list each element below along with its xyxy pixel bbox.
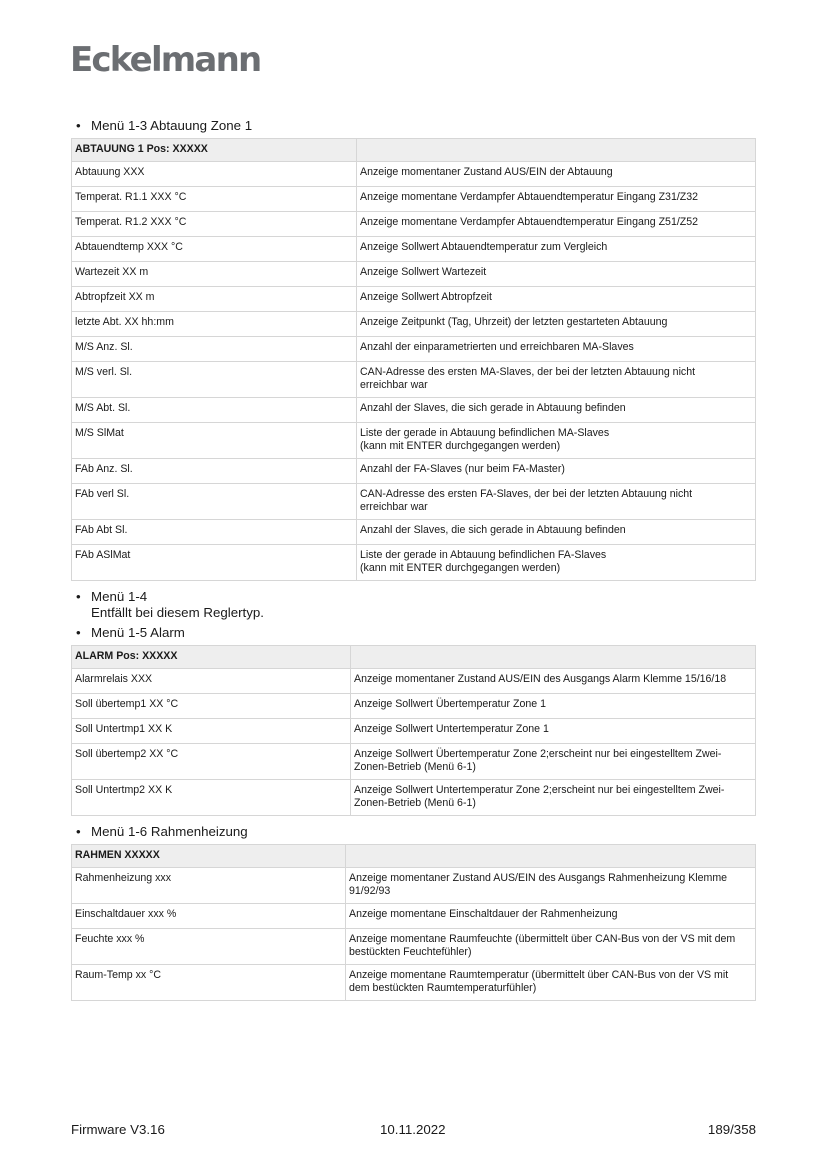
alarm-table	[71, 645, 756, 816]
footer-page-number: 189/358	[707, 1122, 756, 1137]
bullet-icon: •	[76, 589, 81, 604]
bullet-icon: •	[76, 824, 81, 839]
cell-parameter: M/S Abt. Sl.	[72, 398, 357, 423]
table-row	[72, 744, 756, 780]
bullet-icon: •	[76, 625, 81, 640]
table-header-row	[72, 646, 756, 669]
cell-parameter: Soll übertemp1 XX °C	[72, 694, 351, 719]
footer-date: 10.11.2022	[380, 1122, 446, 1137]
cell-parameter: Wartezeit XX m	[72, 262, 357, 287]
cell-description: Anzeige momentane Verdampfer Abtauendtemperatur Eingang Z31/Z32	[357, 187, 756, 212]
table-row	[72, 337, 756, 362]
table-row	[72, 187, 756, 212]
cell-description: Anzeige Sollwert Übertemperatur Zone 2;erscheint nur bei eingestelltem Zwei- Zonen-Betrieb (Menü 6-1)	[351, 744, 756, 780]
cell-description: Anzeige momentane Verdampfer Abtauendtemperatur Eingang Z51/Z52	[357, 212, 756, 237]
cell-parameter: Soll Untertmp2 XX K	[72, 780, 351, 816]
table-header-empty	[346, 845, 756, 868]
cell-parameter: Feuchte xxx %	[72, 929, 346, 965]
table-row	[72, 669, 756, 694]
cell-description: Anzeige momentaner Zustand AUS/EIN des Ausgangs Alarm Klemme 15/16/18	[351, 669, 756, 694]
cell-parameter: Soll übertemp2 XX °C	[72, 744, 351, 780]
table-row	[72, 780, 756, 816]
abtauung-table	[71, 138, 756, 581]
cell-description: Anzeige Sollwert Untertemperatur Zone 1	[351, 719, 756, 744]
table-row	[72, 362, 756, 398]
cell-parameter: Temperat. R1.2 XXX °C	[72, 212, 357, 237]
cell-parameter: Abtauendtemp XXX °C	[72, 237, 357, 262]
table-row	[72, 237, 756, 262]
cell-description: Anzeige momentaner Zustand AUS/EIN der Abtauung	[357, 162, 756, 187]
cell-description: Liste der gerade in Abtauung befindlichen FA-Slaves (kann mit ENTER durchgegangen werden)	[357, 545, 756, 581]
footer-firmware: Firmware V3.16	[71, 1122, 165, 1137]
table-row	[72, 459, 756, 484]
table-row	[72, 312, 756, 337]
table-header-row	[72, 139, 756, 162]
cell-description: Anzeige Sollwert Abtropfzeit	[357, 287, 756, 312]
cell-description: Anzeige Sollwert Untertemperatur Zone 2;erscheint nur bei eingestelltem Zwei- Zonen-Betrieb (Menü 6-1)	[351, 780, 756, 816]
cell-parameter: Alarmrelais XXX	[72, 669, 351, 694]
cell-parameter: Abtauung XXX	[72, 162, 357, 187]
table-row	[72, 262, 756, 287]
section-heading-menu-1-3	[71, 118, 756, 134]
cell-parameter: Temperat. R1.1 XXX °C	[72, 187, 357, 212]
cell-description: Anzeige momentaner Zustand AUS/EIN des Ausgangs Rahmenheizung Klemme 91/92/93	[346, 868, 756, 904]
table-row	[72, 929, 756, 965]
table-row	[72, 162, 756, 187]
cell-parameter: Einschaltdauer xxx %	[72, 904, 346, 929]
cell-description: Anzeige momentane Raumtemperatur (übermittelt über CAN-Bus von der VS mit dem bestückten Raumtemperaturfühler)	[346, 965, 756, 1001]
company-logo: Eckelmann	[70, 40, 261, 80]
page-footer	[71, 1122, 756, 1140]
table-row	[72, 484, 756, 520]
table-row	[72, 965, 756, 1001]
cell-parameter: FAb Anz. Sl.	[72, 459, 357, 484]
cell-description: Anzeige momentane Raumfeuchte (übermittelt über CAN-Bus von der VS mit dem bestückten Feuchtefühler)	[346, 929, 756, 965]
cell-description: Anzahl der einparametrierten und erreichbaren MA-Slaves	[357, 337, 756, 362]
cell-description: Anzeige Sollwert Abtauendtemperatur zum Vergleich	[357, 237, 756, 262]
table-row	[72, 398, 756, 423]
cell-parameter: M/S verl. Sl.	[72, 362, 357, 398]
cell-parameter: letzte Abt. XX hh:mm	[72, 312, 357, 337]
bullet-icon: •	[76, 118, 81, 133]
section-heading-menu-1-6	[71, 824, 756, 840]
table-header-row	[72, 845, 756, 868]
cell-description: Anzeige Zeitpunkt (Tag, Uhrzeit) der letzten gestarteten Abtauung	[357, 312, 756, 337]
cell-parameter: FAb verl Sl.	[72, 484, 357, 520]
section-heading-menu-1-4	[71, 589, 756, 621]
rahmen-table	[71, 844, 756, 1001]
section-heading-menu-1-5	[71, 625, 756, 641]
cell-parameter: M/S SlMat	[72, 423, 357, 459]
section-title: Menü 1-5 Alarm	[91, 625, 185, 640]
cell-description: Anzahl der Slaves, die sich gerade in Abtauung befinden	[357, 520, 756, 545]
section-note: Entfällt bei diesem Reglertyp.	[91, 605, 264, 620]
cell-description: Anzahl der FA-Slaves (nur beim FA-Master)	[357, 459, 756, 484]
cell-parameter: Rahmenheizung xxx	[72, 868, 346, 904]
section-title: Menü 1-6 Rahmenheizung	[91, 824, 248, 839]
cell-description: Anzeige Sollwert Übertemperatur Zone 1	[351, 694, 756, 719]
section-title: Menü 1-4	[91, 589, 148, 604]
cell-description: Liste der gerade in Abtauung befindlichen MA-Slaves (kann mit ENTER durchgegangen werden)	[357, 423, 756, 459]
table-row	[72, 212, 756, 237]
cell-parameter: Soll Untertmp1 XX K	[72, 719, 351, 744]
cell-description: CAN-Adresse des ersten MA-Slaves, der bei der letzten Abtauung nicht erreichbar war	[357, 362, 756, 398]
table-header-title: RAHMEN XXXXX	[72, 845, 346, 868]
table-header-empty	[357, 139, 756, 162]
cell-parameter: Abtropfzeit XX m	[72, 287, 357, 312]
section-title: Menü 1-3 Abtauung Zone 1	[91, 118, 253, 133]
cell-parameter: M/S Anz. Sl.	[72, 337, 357, 362]
table-header-title: ABTAUUNG 1 Pos: XXXXX	[72, 139, 357, 162]
table-row	[72, 545, 756, 581]
page-content	[71, 118, 756, 1007]
table-row	[72, 694, 756, 719]
table-row	[72, 719, 756, 744]
cell-description: CAN-Adresse des ersten FA-Slaves, der bei der letzten Abtauung nicht erreichbar war	[357, 484, 756, 520]
table-row	[72, 520, 756, 545]
table-row	[72, 423, 756, 459]
cell-parameter: Raum-Temp xx °C	[72, 965, 346, 1001]
cell-description: Anzahl der Slaves, die sich gerade in Abtauung befinden	[357, 398, 756, 423]
cell-parameter: FAb ASlMat	[72, 545, 357, 581]
table-header-empty	[351, 646, 756, 669]
cell-description: Anzeige Sollwert Wartezeit	[357, 262, 756, 287]
table-row	[72, 904, 756, 929]
table-row	[72, 287, 756, 312]
table-header-title: ALARM Pos: XXXXX	[72, 646, 351, 669]
cell-description: Anzeige momentane Einschaltdauer der Rahmenheizung	[346, 904, 756, 929]
table-row	[72, 868, 756, 904]
cell-parameter: FAb Abt Sl.	[72, 520, 357, 545]
